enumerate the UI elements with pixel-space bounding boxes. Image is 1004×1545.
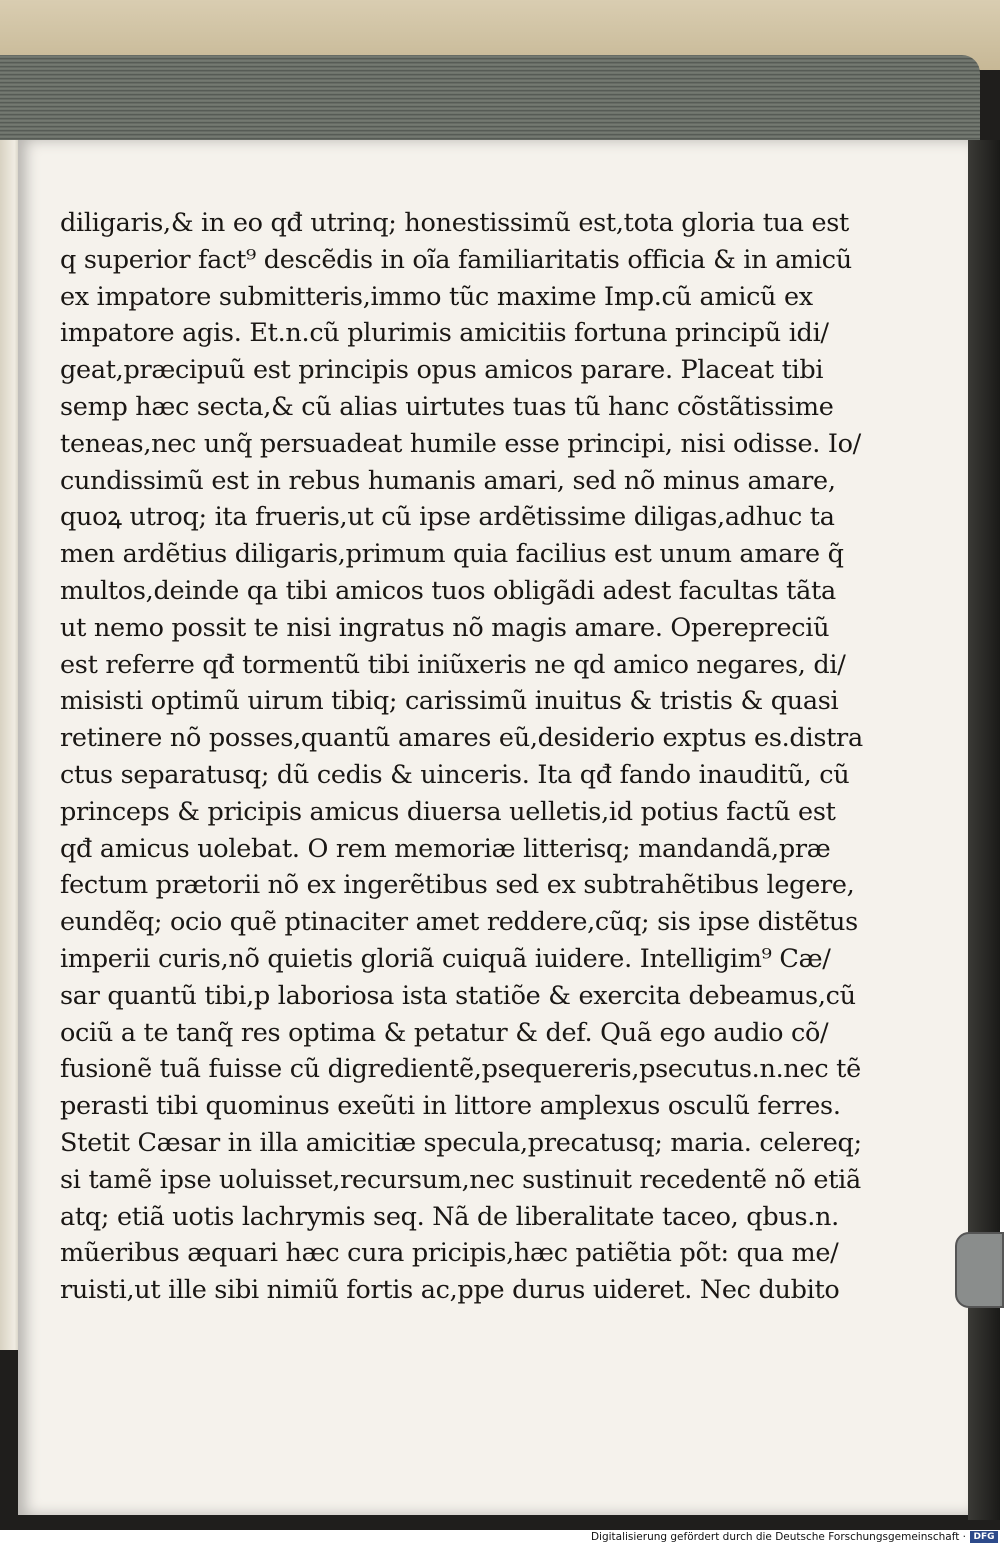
text-line: sar quantũ tibi,p laboriosa ista statiõe & exercita debeamus,cũ [60,980,856,1011]
text-line: cundissimũ est in rebus humanis amari, sed nõ minus amare, [60,465,836,496]
text-line: eundẽq; ocio quẽ ptinaciter amet reddere,cũq; sis ipse distẽtus [60,907,858,938]
text-line: teneas,nec unq̃ persuadeat humile esse principi, nisi odisse. Io/ [60,428,861,459]
text-line: men ardẽtius diligaris,primum quia facilius est unum amare q̃ [60,539,844,570]
text-line: fusionẽ tuã fuisse cũ digredientẽ,psequereris,psecutus.n.nec tẽ [60,1054,861,1085]
text-line: ruisti,ut ille sibi nimiũ fortis ac,ppe durus uideret. Nec dubito [60,1275,840,1306]
text-line: diligaris,& in eo qđ utrinq; honestissimũ est,tota gloria tua est [60,208,849,238]
text-line: retinere nõ posses,quantũ amares eũ,desiderio exptus es.distra [60,723,863,754]
digitization-credit: Digitalisierung gefördert durch die Deutsche Forschungsgemeinschaft · [590,1531,966,1543]
text-line: princeps & pricipis amicus diuersa uelletis,id potius factũ est [60,796,836,827]
book-right-edge [968,140,1000,1520]
text-line: Stetit Cæsar in illa amicitiæ specula,precatusq; maria. celereq; [60,1127,862,1158]
text-line: misisti optimũ uirum tibiq; carissimũ inuitus & tristis & quasi [60,686,839,717]
text-line: ex impatore submitteris,immo tũc maxime Imp.cũ amicũ ex [60,281,813,312]
text-line: ociũ a te tanq̃ res optima & petatur & def. Quã ego audio cõ/ [60,1017,829,1048]
text-line: qđ amicus uolebat. O rem memoriæ litterisq; mandandã,præ [60,833,831,864]
text-line: multos,deinde qa tibi amicos tuos obligãdi adest facultas tãta [60,575,836,606]
book-clasp [955,1232,1004,1308]
text-line: impatore agis. Et.n.cũ plurimis amicitiis fortuna principũ idi/ [60,318,829,349]
book-page-edges [0,55,980,145]
page-text-block [60,205,863,1309]
text-line: si tamẽ ipse uoluisset,recursum,nec sustinuit recedentẽ nõ etiã [60,1164,861,1195]
text-line: geat,præcipuũ est principis opus amicos parare. Placeat tibi [60,355,824,386]
text-line: q superior fact⁹ descẽdis in oĩa familiaritatis officia & in amicũ [60,244,852,275]
text-line: mũeribus æquari hæc cura pricipis,hæc patiẽtia põt: qua me/ [60,1238,839,1269]
dfg-logo: DFG [970,1531,998,1543]
text-line: est referre qđ tormentũ tibi iniũxeris ne qd amico negares, di/ [60,649,846,680]
text-line: fectum prætorii nõ ex ingerẽtibus sed ex subtrahẽtibus legere, [60,870,855,901]
text-line: imperii curis,nõ quietis gloriã cuiquã iuidere. Intelligim⁹ Cæ/ [60,943,831,974]
text-line: atq; etiã uotis lachrymis seq. Nã de liberalitate taceo, qbus.n. [60,1201,839,1232]
text-line: quoꝝ utroq; ita frueris,ut cũ ipse ardẽtissime diligas,adhuc ta [60,502,835,533]
text-line: ctus separatusq; dũ cedis & uinceris. Ita qđ fando inauditũ, cũ [60,759,850,790]
text-line: perasti tibi quominus exeũti in littore amplexus osculũ ferres. [60,1091,841,1122]
text-line: ut nemo possit te nisi ingratus nõ magis amare. Operepreciũ [60,612,830,643]
text-line: semp hæc secta,& cũ alias uirtutes tuas tũ hanc cõstãtissime [60,391,834,422]
